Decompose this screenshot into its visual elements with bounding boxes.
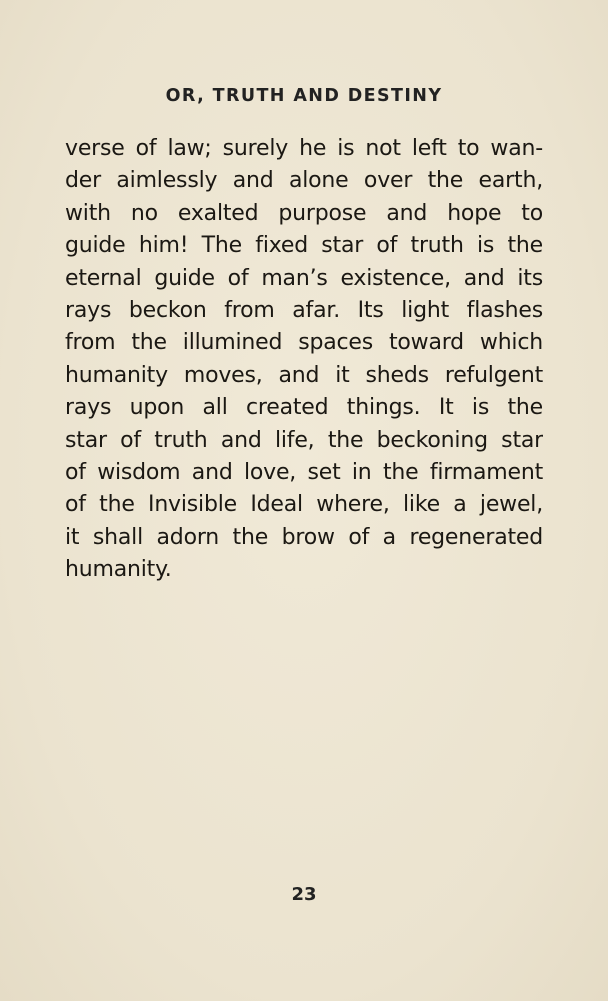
text-line: from the illumined spaces toward which bbox=[65, 330, 543, 356]
text-line: rays beckon from afar. Its light flashes bbox=[65, 297, 543, 323]
text-line: der aimlessly and alone over the earth, bbox=[65, 168, 543, 194]
text-line: humanity moves, and it sheds refulgent bbox=[65, 362, 543, 388]
running-head: OR, TRUTH AND DESTINY bbox=[165, 86, 443, 106]
text-line: star of truth and life, the beckoning star bbox=[65, 427, 543, 453]
text-line: humanity. bbox=[65, 557, 172, 583]
body-paragraph bbox=[65, 133, 543, 586]
text-line: rays upon all created things. It is the bbox=[65, 395, 543, 421]
text-line: of wisdom and love, set in the firmament bbox=[65, 459, 543, 485]
text-line: guide him! The fixed star of truth is the bbox=[65, 233, 543, 259]
text-line: of the Invisible Ideal where, like a jewel, bbox=[65, 492, 543, 518]
text-line: verse of law; surely he is not left to wan- bbox=[65, 136, 543, 161]
text-line: with no exalted purpose and hope to bbox=[65, 200, 543, 226]
text-line: it shall adorn the brow of a regenerated bbox=[65, 524, 543, 550]
page-number: 23 bbox=[291, 884, 317, 905]
text-line: eternal guide of man’s existence, and its bbox=[65, 265, 543, 291]
